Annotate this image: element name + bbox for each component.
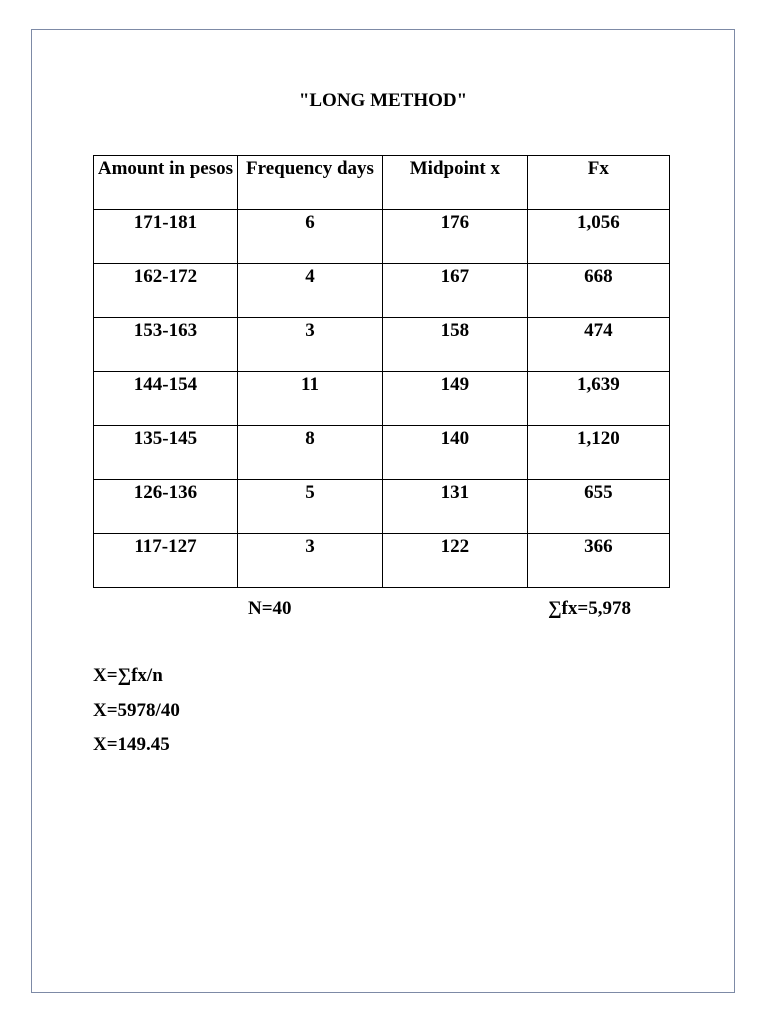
table-header-row	[94, 156, 670, 210]
cell-fx: 1,120	[527, 426, 669, 480]
document-page	[31, 29, 735, 993]
cell-midpoint: 122	[383, 534, 528, 588]
header-frequency: Frequency days	[237, 156, 382, 210]
cell-amount: 144-154	[94, 372, 238, 426]
mean-result: X=149.45	[93, 734, 170, 755]
cell-amount: 126-136	[94, 480, 238, 534]
cell-midpoint: 149	[383, 372, 528, 426]
cell-frequency: 3	[237, 534, 382, 588]
cell-amount: 153-163	[94, 318, 238, 372]
cell-amount: 171-181	[94, 210, 238, 264]
sum-fx-total: ∑fx=5,978	[548, 598, 631, 619]
cell-frequency: 3	[237, 318, 382, 372]
cell-midpoint: 176	[383, 210, 528, 264]
header-midpoint: Midpoint x	[383, 156, 528, 210]
n-total: N=40	[248, 598, 292, 619]
cell-amount: 117-127	[94, 534, 238, 588]
cell-fx: 1,056	[527, 210, 669, 264]
page-title: "LONG METHOD"	[298, 90, 468, 111]
cell-fx: 655	[527, 480, 669, 534]
cell-midpoint: 140	[383, 426, 528, 480]
cell-amount: 162-172	[94, 264, 238, 318]
cell-frequency: 11	[237, 372, 382, 426]
cell-fx: 668	[527, 264, 669, 318]
table-row	[94, 372, 670, 426]
cell-midpoint: 167	[383, 264, 528, 318]
table-row	[94, 264, 670, 318]
cell-midpoint: 131	[383, 480, 528, 534]
table-row	[94, 480, 670, 534]
mean-substitution: X=5978/40	[93, 700, 180, 721]
frequency-table	[93, 155, 670, 588]
cell-fx: 366	[527, 534, 669, 588]
cell-frequency: 8	[237, 426, 382, 480]
cell-midpoint: 158	[383, 318, 528, 372]
table-row	[94, 426, 670, 480]
mean-formula: X=∑fx/n	[93, 665, 163, 686]
table-row	[94, 210, 670, 264]
cell-fx: 474	[527, 318, 669, 372]
header-fx: Fx	[527, 156, 669, 210]
cell-amount: 135-145	[94, 426, 238, 480]
cell-frequency: 5	[237, 480, 382, 534]
cell-frequency: 4	[237, 264, 382, 318]
cell-fx: 1,639	[527, 372, 669, 426]
header-amount: Amount in pesos	[94, 156, 238, 210]
table-row	[94, 534, 670, 588]
cell-frequency: 6	[237, 210, 382, 264]
table-row	[94, 318, 670, 372]
